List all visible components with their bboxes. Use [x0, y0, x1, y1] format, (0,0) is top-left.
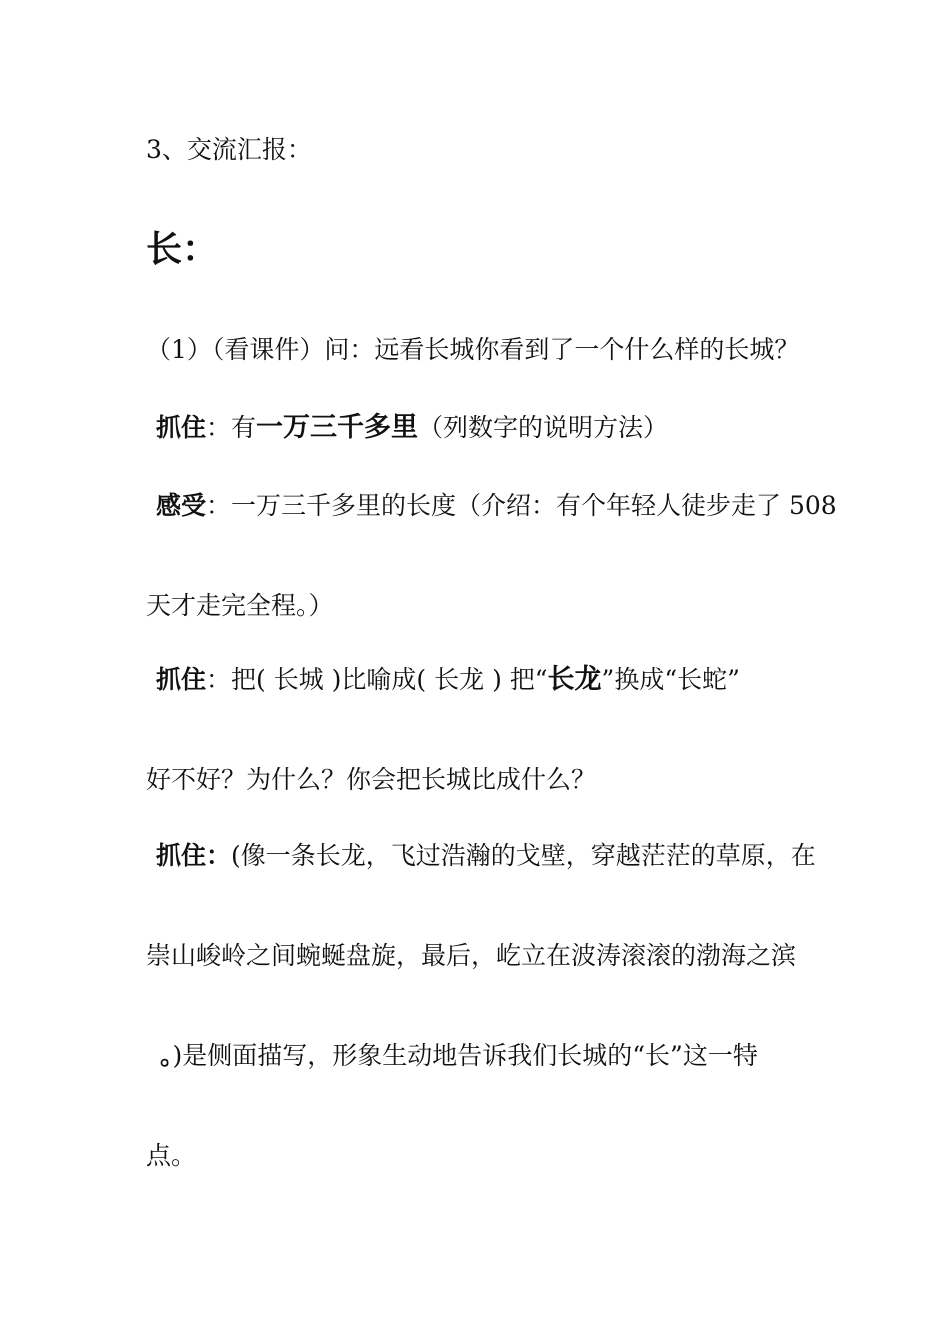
label-grasp: 抓住: [156, 413, 207, 442]
paragraph-grasp-3-cont-2: [160, 1040, 758, 1072]
paragraph-grasp-2-cont: [146, 764, 596, 796]
paragraph-text: ：有: [206, 413, 257, 442]
paragraph-grasp-2: [156, 664, 740, 696]
section-heading: [146, 134, 312, 166]
question-1-text: （1）（看课件）问：远看长城你看到了一个什么样的长城？: [146, 335, 800, 364]
paragraph-feel-cont: [146, 590, 334, 622]
paragraph-text: ”换成“长蛇”: [601, 665, 740, 694]
paragraph-grasp-1: [156, 412, 668, 444]
paragraph-grasp-3-cont-3: [146, 1140, 196, 1172]
paragraph-text: 天才走完全程。）: [146, 591, 334, 620]
paragraph-text: )是侧面描写，形象生动地告诉我们长城的“长”这一特: [172, 1041, 758, 1070]
paragraph-text: 好不好？为什么？你会把长城比成什么？: [146, 765, 597, 794]
question-1: [146, 334, 799, 366]
paragraph-text: ：一万三千多里的长度（介绍：有个年轻人徒步走了 508: [206, 491, 837, 520]
emphasis-text: 长龙: [547, 664, 602, 695]
paragraph-grasp-3: [156, 840, 816, 872]
label-grasp: 抓住: [156, 665, 207, 694]
emphasis-text: 一万三千多里: [256, 412, 419, 443]
label-grasp: 抓住：: [156, 841, 232, 870]
section-number-title: 3、交流汇报：: [146, 135, 312, 164]
paragraph-text: 。: [160, 1041, 173, 1070]
paragraph-grasp-3-cont-1: [146, 940, 796, 972]
label-feel: 感受: [156, 491, 207, 520]
paragraph-text: 点。: [146, 1141, 197, 1170]
paragraph-text: 崇山峻岭之间蜿蜒盘旋，最后，屹立在波涛滚滚的渤海之滨: [146, 941, 797, 970]
subheading-chang: [146, 228, 218, 272]
paragraph-feel: [156, 490, 837, 522]
paragraph-text: (像一条长龙，飞过浩瀚的戈壁，穿越茫茫的草原，在: [231, 841, 816, 870]
paragraph-text: ：把( 长城 )比喻成( 长龙 ) 把“: [206, 665, 548, 694]
paragraph-text: （列数字的说明方法）: [418, 413, 669, 442]
subheading-text: 长：: [146, 229, 219, 270]
